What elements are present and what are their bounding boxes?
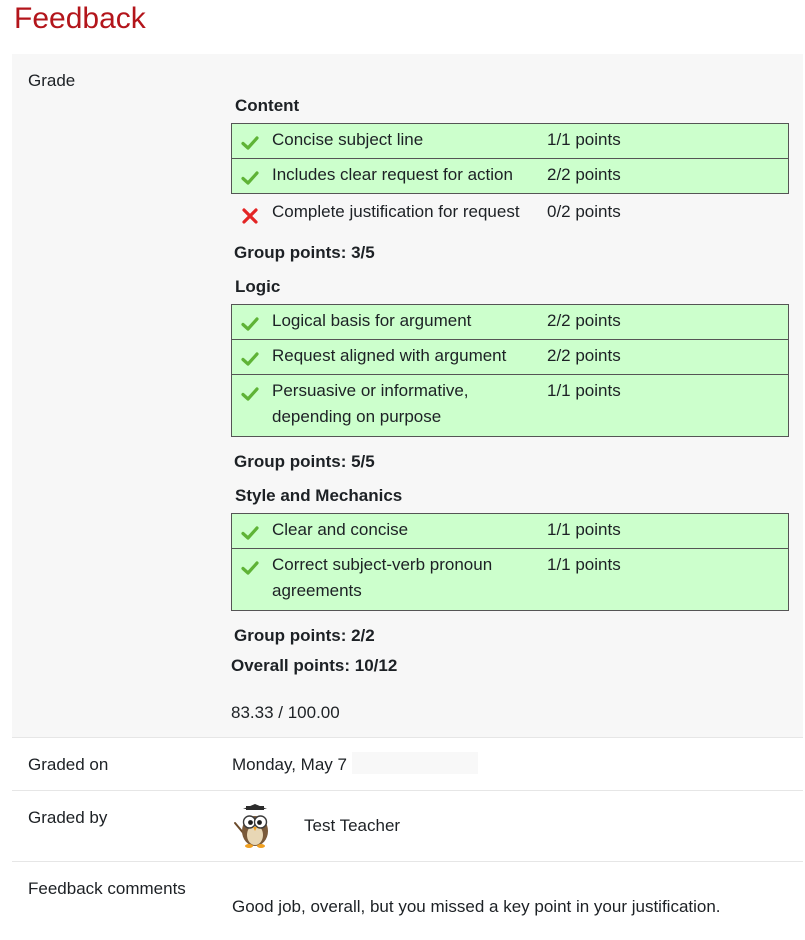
criterion-name: Persuasive or informative, depending on purpose [272,381,469,426]
graded-by-label: Graded by [28,808,108,827]
check-icon [241,350,259,368]
criterion-name: Correct subject-verb pronoun agreements [272,555,493,600]
criterion-points: 0/2 points [547,202,621,221]
grade-section [12,54,803,737]
criterion-row [231,339,789,375]
feedback-comments-text: Good job, overall, but you missed a key point in your justification. [232,897,721,916]
group-points: Group points: 5/5 [234,452,375,471]
graded-on-label: Graded on [28,755,109,774]
criterion-row [231,158,789,194]
criterion-points: 1/1 points [547,520,621,539]
criterion-row [231,193,789,229]
owl-teacher-avatar-icon [231,801,279,849]
criterion-name: Concise subject line [272,130,424,149]
criterion-row [231,374,789,437]
criterion-name: Request aligned with argument [272,346,507,365]
group-points: Group points: 3/5 [234,243,375,262]
criterion-points: 2/2 points [547,165,621,184]
check-icon [241,315,259,333]
check-icon [241,524,259,542]
grade-label: Grade [28,71,76,90]
overall-points: Overall points: 10/12 [231,656,398,675]
criterion-name: Complete justification for request [272,202,520,221]
graded-on-value: Monday, May 7 [232,755,347,774]
group-points: Group points: 2/2 [234,626,375,645]
criterion-points: 1/1 points [547,381,621,400]
criterion-points: 2/2 points [547,346,621,365]
cross-icon [241,207,259,225]
group-title-content: Content [235,96,300,115]
check-icon [241,169,259,187]
criterion-points: 1/1 points [547,130,621,149]
criterion-name: Clear and concise [272,520,409,539]
rubric [231,54,789,737]
criterion-points: 1/1 points [547,555,621,574]
check-icon [241,134,259,152]
group-title-style-mechanics: Style and Mechanics [235,486,403,505]
criterion-row [231,548,789,611]
grader-name: Test Teacher [304,816,401,835]
criterion-name: Logical basis for argument [272,311,472,330]
check-icon [241,385,259,403]
divider [12,790,803,791]
divider [12,861,803,862]
grade-score: 83.33 / 100.00 [231,703,340,722]
check-icon [241,559,259,577]
page-title: Feedback [14,2,146,35]
group-title-logic: Logic [235,277,281,296]
criterion-row [231,513,789,549]
date-highlight [352,752,478,774]
criterion-row [231,123,789,159]
criterion-row [231,304,789,340]
feedback-comments-label: Feedback comments [28,879,186,898]
criterion-points: 2/2 points [547,311,621,330]
criterion-name: Includes clear request for action [272,165,513,184]
divider [12,737,803,738]
